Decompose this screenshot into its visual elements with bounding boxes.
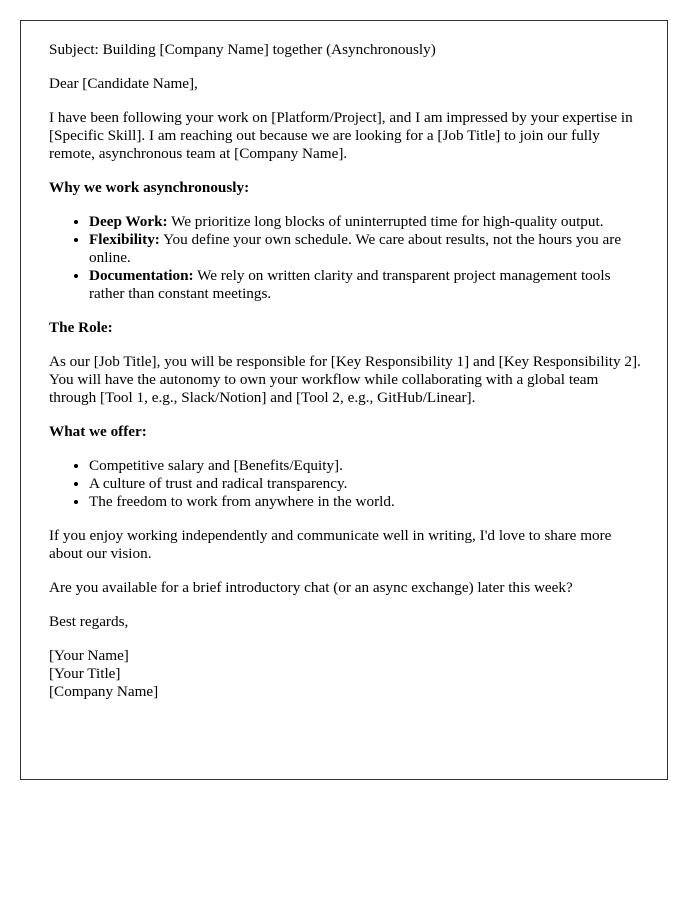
list-item bbox=[89, 213, 647, 231]
question-paragraph: Are you available for a brief introductory chat (or an async exchange) later this week? bbox=[49, 579, 573, 596]
closing-paragraph: If you enjoy working independently and communicate well in writing, I'd love to share more about our vision. bbox=[49, 527, 612, 562]
offer-heading: What we offer: bbox=[49, 423, 147, 440]
list-item-term: Documentation: bbox=[89, 267, 194, 284]
role-heading: The Role: bbox=[49, 319, 113, 336]
role-paragraph: As our [Job Title], you will be responsible for [Key Responsibility 1] and [Key Responsibility 2]. You will have the autonomy to own your workflow while collaborating with a global team through [Tool 1, e.g., Slack/Notion] and [Tool 2, e.g., GitHub/Linear]. bbox=[49, 353, 641, 406]
signature-company: [Company Name] bbox=[49, 683, 159, 700]
list-item: • Competitive salary and [Benefits/Equity]. bbox=[89, 457, 647, 475]
list-item-text: We rely on written clarity and transparent project management tools rather than constant meetings. bbox=[89, 267, 611, 302]
why-async-list bbox=[49, 213, 647, 303]
list-item-text: You define your own schedule. We care about results, not the hours you are online. bbox=[89, 231, 622, 266]
signature-title: [Your Title] bbox=[49, 665, 121, 682]
signoff: Best regards, bbox=[49, 613, 129, 630]
list-item-term: Deep Work: bbox=[89, 213, 168, 230]
letter-document bbox=[20, 20, 668, 780]
subject-line: Subject: Building [Company Name] together (Asynchronously) bbox=[49, 41, 436, 58]
list-item: • A culture of trust and radical transparency. bbox=[89, 475, 647, 493]
list-item-text: We prioritize long blocks of uninterrupted time for high-quality output. bbox=[167, 213, 604, 230]
list-item bbox=[89, 231, 647, 267]
intro-paragraph: I have been following your work on [Platform/Project], and I am impressed by your expertise in [Specific Skill]. I am reaching out because we are looking for a [Job Title] to join our fully remote, asynchronous team at [Company Name]. bbox=[49, 109, 633, 162]
signature-name: [Your Name] bbox=[49, 647, 129, 664]
greeting: Dear [Candidate Name], bbox=[49, 75, 198, 92]
offer-list bbox=[49, 457, 647, 511]
list-item bbox=[89, 267, 647, 303]
signature-block bbox=[49, 647, 647, 701]
list-item-term: Flexibility: bbox=[89, 231, 160, 248]
list-item: • The freedom to work from anywhere in the world. bbox=[89, 493, 647, 511]
why-async-heading: Why we work asynchronously: bbox=[49, 179, 250, 196]
